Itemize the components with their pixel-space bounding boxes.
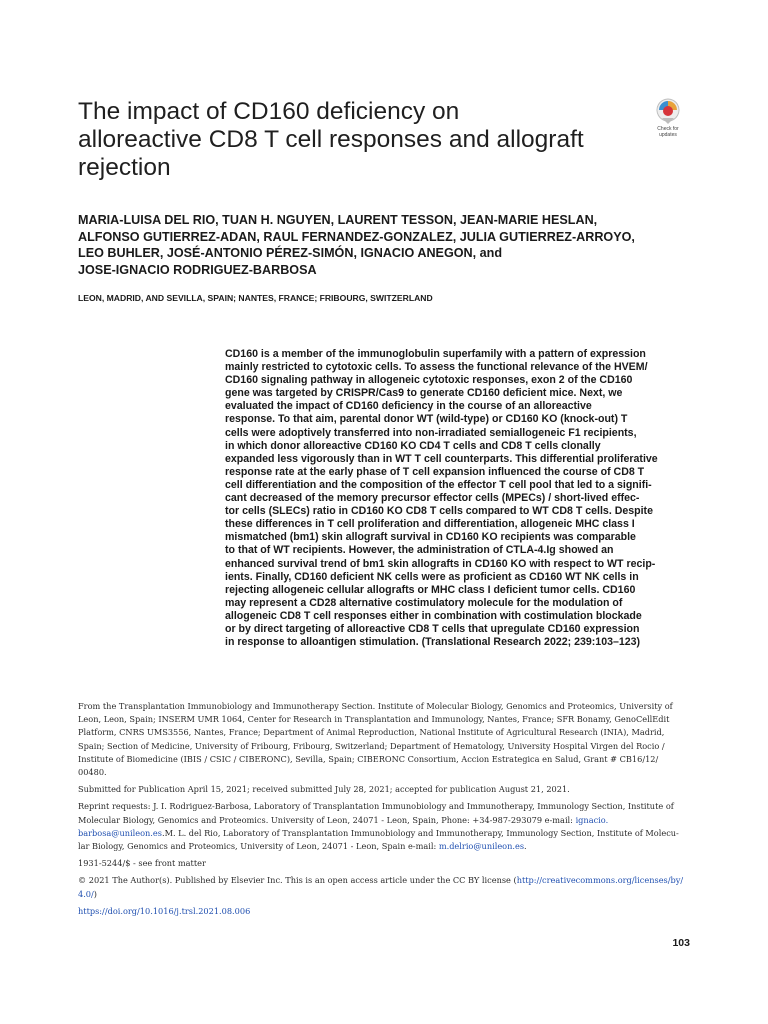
- reprint-requests: [78, 800, 690, 853]
- reprint-line: [78, 840, 690, 853]
- footnote-line: Leon, Leon, Spain; INSERM UMR 1064, Center for Research in Transplantation and Immunology, Nantes, France; SFR Bonamy, GenoCellEdit: [78, 714, 670, 725]
- abstract-line: cell differentiation and the composition of the effector T cell pool that led to a signifi-: [225, 478, 652, 491]
- abstract-line: cant decreased of the memory precursor effector cells (MPECs) / short-lived effec-: [225, 492, 640, 505]
- author-line: ALFONSO GUTIERREZ-ADAN, RAUL FERNANDEZ-GONZALEZ, JULIA GUTIERREZ-ARROYO,: [78, 229, 635, 244]
- abstract-line: cells were adoptively transferred into non-irradiated semiallogeneic F1 recipients,: [225, 426, 637, 439]
- abstract-line: response rate at the early phase of T cell expansion influenced the course of CD8 T: [225, 465, 645, 478]
- article-title: [78, 98, 618, 182]
- abstract-line: in which donor alloreactive CD160 KO CD4 T cells and CD8 T cells clonally: [225, 439, 601, 452]
- reprint-line: [78, 827, 690, 840]
- abstract-line: mainly restricted to cytotoxic cells. To assess the functional relevance of the HVEM/: [225, 361, 648, 374]
- footnote-line: Spain; Section of Medicine, University of Fribourg, Fribourg, Switzerland; Department of Hematology, University Hospital Virgen del Rocio /: [78, 740, 665, 751]
- license-statement: [78, 874, 690, 900]
- title-line: The impact of CD160 deficiency on: [78, 98, 460, 125]
- page-number: 103: [672, 937, 690, 949]
- license-line: [78, 888, 690, 901]
- email-link-barbosa-cont[interactable]: barbosa@unileon.es: [78, 827, 162, 838]
- title-line: alloreactive CD8 T cell responses and allograft: [78, 126, 584, 153]
- issn-line: [78, 857, 690, 870]
- reprint-text: .M. L. del Rio, Laboratory of Transplantation Immunobiology and Immunotherapy, Immunology Section, Institute of Molecu-: [161, 827, 679, 838]
- check-for-updates-label: Check for updates: [657, 126, 679, 138]
- abstract-line: mismatched (bm1) skin allograft survival in CD160 KO recipients was comparable: [225, 531, 636, 544]
- abstract-line: or by direct targeting of alloreactive CD8 T cells that upregulate CD160 expression: [225, 622, 640, 635]
- affiliation-locations: LEON, MADRID, AND SEVILLA, SPAIN; NANTES, FRANCE; FRIBOURG, SWITZERLAND: [78, 293, 433, 303]
- check-for-updates-badge[interactable]: [650, 98, 686, 138]
- author-list: [78, 212, 698, 278]
- abstract-line: CD160 is a member of the immunoglobulin superfamily with a pattern of expression: [225, 348, 646, 360]
- reprint-line: Reprint requests: J. I. Rodriguez-Barbosa, Laboratory of Transplantation Immunobiology and Immunotherapy, Immunology Section, Institute of: [78, 801, 674, 812]
- license-text: © 2021 The Author(s). Published by Elsevier Inc. This is an open access article under the CC BY license (: [78, 875, 517, 886]
- issn-text: 1931-5244/$ - see front matter: [78, 858, 206, 869]
- author-line: JOSE-IGNACIO RODRIGUEZ-BARBOSA: [78, 262, 317, 277]
- submission-dates: [78, 783, 690, 796]
- doi-line: [78, 905, 690, 918]
- email-link-delrio[interactable]: m.delrio@unileon.es: [438, 841, 525, 852]
- abstract-line: in response to alloantigen stimulation. (Translational Research 2022; 239:103–123): [225, 636, 641, 649]
- author-line: MARIA-LUISA DEL RIO, TUAN H. NGUYEN, LAURENT TESSON, JEAN-MARIE HESLAN,: [78, 213, 598, 227]
- email-link-barbosa[interactable]: ignacio.: [575, 814, 609, 825]
- footnote-line: Platform, CNRS UMS3556, Nantes, France; Department of Animal Reproduction, National Institute of Agricultural Research (INIA), Madrid,: [78, 727, 665, 738]
- abstract-line: to that of WT recipients. However, the administration of CTLA-4.Ig showed an: [225, 544, 614, 557]
- reprint-line: [78, 814, 690, 827]
- abstract-line: expanded less vigorously than in WT T cell counterparts. This differential proliferative: [225, 452, 658, 465]
- abstract-line: ients. Finally, CD160 deficient NK cells were as proficient as CD160 WT NK cells in: [225, 570, 639, 583]
- abstract-line: tor cells (SLECs) ratio in CD160 KO CD8 T cells compared to WT CD8 T cells. Despite: [225, 505, 653, 518]
- abstract-line: may represent a CD28 alternative costimulatory molecule for the modulation of: [225, 596, 623, 609]
- abstract-line: gene was targeted by CRISPR/Cas9 to generate CD160 deficient mice. Next, we: [225, 387, 623, 400]
- footnotes: [78, 700, 690, 922]
- license-link-cont[interactable]: 4.0/: [78, 888, 94, 899]
- author-line: LEO BUHLER, JOSÉ-ANTONIO PÉREZ-SIMÓN, IGNACIO ANEGON, and: [78, 246, 503, 260]
- abstract-line: rejecting allogeneic cellular allografts or MHC class I deficient tumor cells. CD160: [225, 583, 636, 596]
- submission-dates-text: Submitted for Publication April 15, 2021; received submitted July 28, 2021; accepted for publication August 21, 2021.: [78, 784, 570, 795]
- abstract-line: response. To that aim, parental donor WT (wild-type) or CD160 KO (knock-out) T: [225, 413, 628, 426]
- footnote-line: 00480.: [78, 767, 107, 778]
- reprint-end: .: [524, 841, 527, 852]
- license-link[interactable]: http://creativecommons.org/licenses/by/: [516, 875, 684, 886]
- footnote-line: Institute of Biomedicine (IBIS / CSIC / CIBERONC), Sevilla, Spain; CIBERONC Consortium, Accion Estrategica en Salud, Grant # CB16/12/: [78, 753, 659, 764]
- abstract: [225, 348, 687, 649]
- footnote-line: From the Transplantation Immunobiology and Immunotherapy Section. Institute of Molecular Biology, Genomics and Proteomics, University of: [78, 701, 673, 711]
- reprint-text: Molecular Biology, Genomics and Proteomics. University of Leon, 24071 - Leon, Spain, Phone: +34-987-293079 e-mail:: [78, 814, 573, 825]
- abstract-line: allogeneic CD8 T cell responses either in combination with costimulation blockade: [225, 609, 642, 622]
- abstract-line: CD160 signaling pathway in allogeneic cytotoxic responses, exon 2 of the CD160: [225, 374, 633, 387]
- abstract-line: evaluated the impact of CD160 deficiency in the course of an alloreactive: [225, 400, 592, 413]
- abstract-line: these differences in T cell proliferation and differentiation, allogeneic MHC class I: [225, 518, 635, 531]
- abstract-line: enhanced survival trend of bm1 skin allografts in CD160 KO with respect to WT recip-: [225, 557, 656, 570]
- title-line: rejection: [78, 154, 171, 181]
- reprint-text: lar Biology, Genomics and Proteomics, University of Leon, 24071 - Leon, Spain e-mail:: [78, 841, 437, 852]
- check-for-updates-icon: [656, 98, 680, 125]
- doi-link[interactable]: https://doi.org/10.1016/j.trsl.2021.08.006: [78, 905, 251, 916]
- license-end: ): [93, 888, 97, 899]
- license-line: [78, 874, 690, 887]
- affiliations-footnote: [78, 700, 690, 779]
